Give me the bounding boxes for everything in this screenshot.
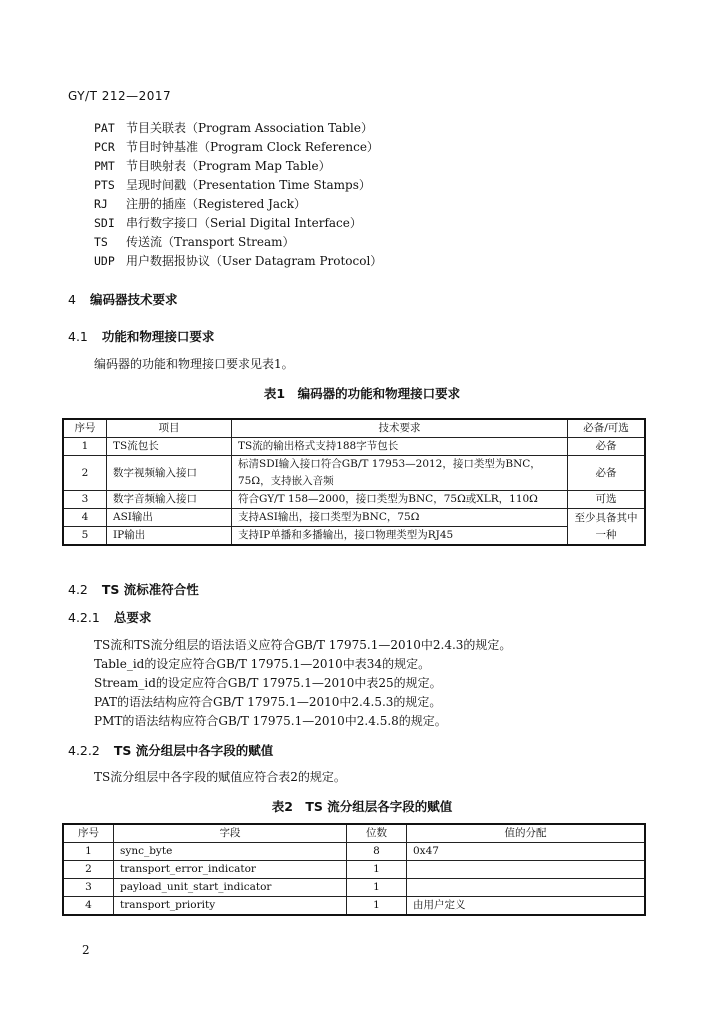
cell-optional: 必备 (568, 456, 646, 491)
cell-field: sync_byte (114, 843, 347, 861)
cell-value (407, 879, 646, 897)
table1-caption: 表1 编码器的功能和物理接口要求 (263, 386, 461, 401)
cell-no: 4 (63, 509, 107, 527)
table-row (63, 438, 645, 456)
cell-no: 5 (63, 527, 107, 546)
section-title: TS 流标准符合性 (101, 582, 199, 597)
cell-item: 数字音频输入接口 (107, 491, 232, 509)
cell-no: 1 (63, 843, 114, 861)
column-header: 技术要求 (232, 419, 568, 438)
table-header-row (63, 419, 645, 438)
section-number: 4.2.1 (68, 610, 100, 625)
section-number: 4.2 (68, 582, 88, 597)
cell-requirement: TS流的输出格式支持188字节包长 (232, 438, 568, 456)
abbr-code: PCR (94, 140, 115, 154)
standard-header: GY/T 212—2017 (68, 89, 172, 103)
section-heading-4-2 (68, 580, 199, 598)
table-row (63, 879, 645, 897)
cell-requirement: 标清SDI输入接口符合GB/T 17953—2012，接口类型为BNC，75Ω，支持嵌入音频 (232, 456, 568, 491)
section-heading-4-2-1 (68, 608, 151, 626)
cell-item: TS流包长 (107, 438, 232, 456)
abbr-text: 呈现时间戳（Presentation Time Stamps） (126, 178, 371, 192)
table-row (63, 509, 645, 527)
abbreviation-item (94, 176, 371, 193)
abbr-code: UDP (94, 254, 115, 268)
section-heading-4 (68, 290, 177, 308)
abbr-text: 节目时钟基准（Program Clock Reference） (126, 140, 379, 154)
cell-bits: 1 (347, 897, 407, 916)
cell-field: transport_error_indicator (114, 861, 347, 879)
cell-bits: 1 (347, 861, 407, 879)
paragraph: Table_id的设定应符合GB/T 17975.1—2010中表34的规定。 (94, 657, 431, 671)
section-title: 编码器技术要求 (89, 292, 178, 307)
cell-optional: 必备 (568, 438, 646, 456)
paragraph: TS流分组层中各字段的赋值应符合表2的规定。 (94, 770, 346, 784)
column-header: 字段 (114, 824, 347, 843)
table-row (63, 527, 645, 546)
cell-no: 1 (63, 438, 107, 456)
cell-no: 2 (63, 861, 114, 879)
table-1 (62, 418, 646, 546)
cell-item: ASI输出 (107, 509, 232, 527)
cell-item: 数字视频输入接口 (107, 456, 232, 491)
abbr-code: RJ (94, 197, 108, 211)
cell-no: 3 (63, 879, 114, 897)
cell-field: transport_priority (114, 897, 347, 916)
abbr-code: PTS (94, 178, 115, 192)
section-heading-4-2-2 (68, 741, 273, 759)
abbr-code: PMT (94, 159, 115, 173)
table-row (63, 491, 645, 509)
cell-optional: 可选 (568, 491, 646, 509)
table-row (63, 843, 645, 861)
abbr-text: 用户数据报协议（User Datagram Protocol） (126, 254, 383, 268)
paragraph: PMT的语法结构应符合GB/T 17975.1—2010中2.4.5.8的规定。 (94, 714, 447, 728)
cell-field: payload_unit_start_indicator (114, 879, 347, 897)
column-header: 序号 (63, 419, 107, 438)
cell-item: IP输出 (107, 527, 232, 546)
table-row (63, 897, 645, 916)
paragraph: TS流和TS流分组层的语法语义应符合GB/T 17975.1—2010中2.4.3的规定。 (94, 638, 512, 652)
abbr-code: TS (94, 235, 108, 249)
abbr-text: 传送流（Transport Stream） (126, 235, 295, 249)
cell-optional: 至少具备其中一种 (568, 509, 646, 546)
section-title: 总要求 (113, 610, 152, 625)
abbreviation-item (94, 214, 362, 231)
abbr-text: 节目映射表（Program Map Table） (126, 159, 331, 173)
abbreviation-item (94, 157, 331, 174)
table-row (63, 861, 645, 879)
table-2 (62, 823, 646, 916)
table-row (63, 456, 645, 491)
cell-requirement: 支持ASI输出，接口类型为BNC，75Ω (232, 509, 568, 527)
abbr-text: 串行数字接口（Serial Digital Interface） (126, 216, 362, 230)
cell-bits: 1 (347, 879, 407, 897)
paragraph: PAT的语法结构应符合GB/T 17975.1—2010中2.4.5.3的规定。 (94, 695, 442, 709)
abbr-code: PAT (94, 121, 115, 135)
abbr-text: 节目关联表（Program Association Table） (126, 121, 373, 135)
table-header-row (63, 824, 645, 843)
cell-requirement: 符合GY/T 158—2000，接口类型为BNC，75Ω或XLR，110Ω (232, 491, 568, 509)
abbreviation-item (94, 252, 382, 269)
cell-bits: 8 (347, 843, 407, 861)
column-header: 必备/可选 (568, 419, 646, 438)
cell-value: 0x47 (407, 843, 646, 861)
paragraph: Stream_id的设定应符合GB/T 17975.1—2010中表25的规定。 (94, 676, 442, 690)
column-header: 项目 (107, 419, 232, 438)
abbreviation-item (94, 195, 306, 212)
paragraph: 编码器的功能和物理接口要求见表1。 (94, 357, 294, 371)
section-number: 4.1 (68, 329, 88, 344)
cell-no: 3 (63, 491, 107, 509)
section-heading-4-1 (68, 327, 214, 345)
cell-value (407, 861, 646, 879)
column-header: 位数 (347, 824, 407, 843)
table2-caption: 表2 TS 流分组层各字段的赋值 (271, 799, 453, 814)
abbr-code: SDI (94, 216, 115, 230)
cell-no: 2 (63, 456, 107, 491)
abbreviation-item (94, 138, 379, 155)
section-number: 4 (68, 292, 76, 307)
abbreviation-item (94, 233, 294, 250)
section-title: 功能和物理接口要求 (101, 329, 215, 344)
section-title: TS 流分组层中各字段的赋值 (113, 743, 274, 758)
abbr-text: 注册的插座（Registered Jack） (126, 197, 307, 211)
cell-value: 由用户定义 (407, 897, 646, 916)
page-number: 2 (82, 943, 90, 957)
cell-no: 4 (63, 897, 114, 916)
column-header: 值的分配 (407, 824, 646, 843)
cell-requirement: 支持IP单播和多播输出，接口物理类型为RJ45 (232, 527, 568, 546)
column-header: 序号 (63, 824, 114, 843)
abbreviation-item (94, 119, 373, 136)
section-number: 4.2.2 (68, 743, 100, 758)
